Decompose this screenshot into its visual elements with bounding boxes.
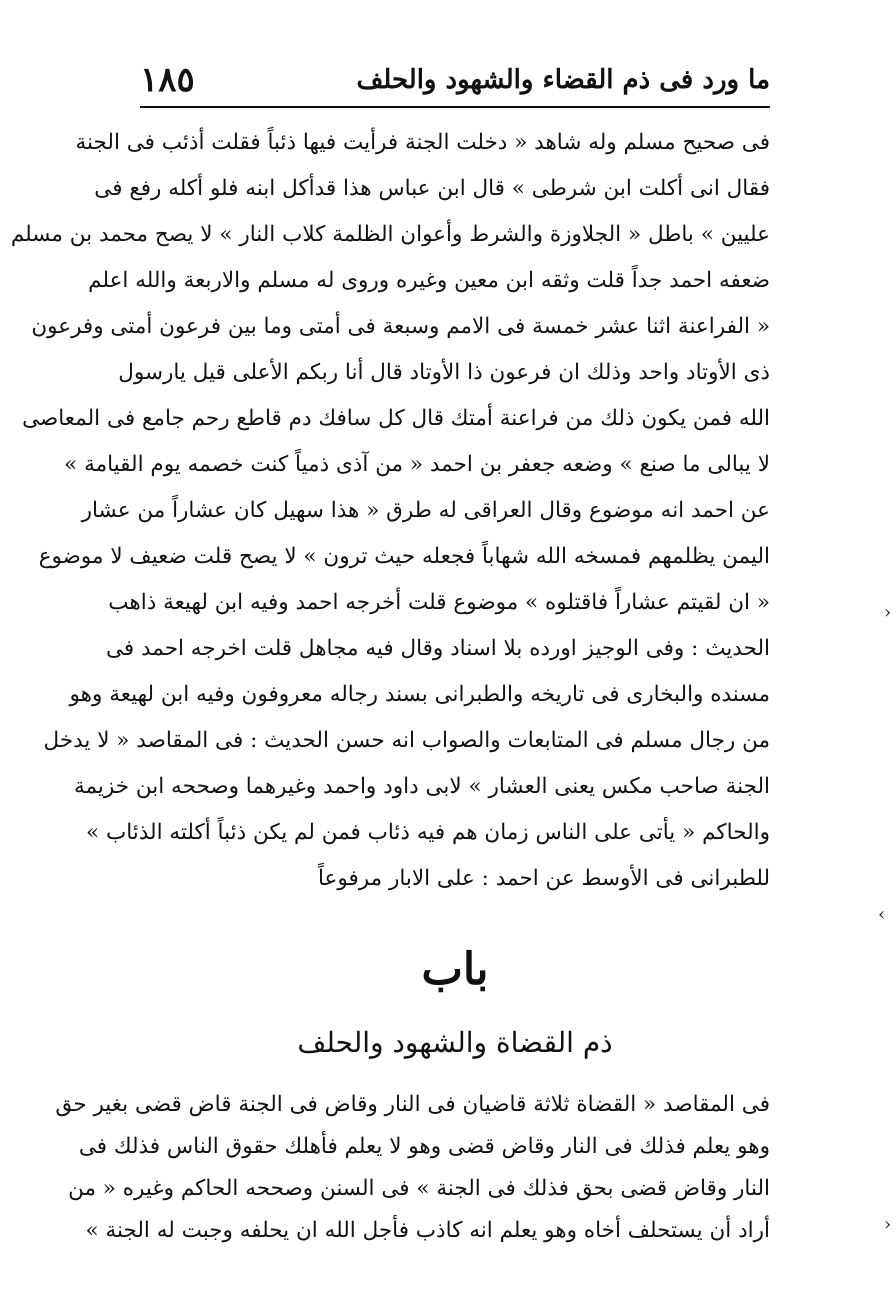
- text-line: عليين » باطل « الجلاوزة والشرط وأعوان الظلمة كلاب النار » لا يصح محمد بن مسلم: [10, 222, 770, 247]
- text-line: عن احمد انه موضوع وقال العراقى له طرق « هذا سهيل كان عشاراً من عشار: [81, 498, 770, 523]
- text-line: أراد أن يستحلف أخاه وهو يعلم انه كاذب فأجل الله ان يحلفه وجبت له الجنة »: [85, 1218, 770, 1243]
- text-line: لا يبالى ما صنع » وضعه جعفر بن احمد « من آذى ذمياً كنت خصمه يوم القيامة »: [64, 452, 770, 477]
- text-line: ضعفه احمد جداً قلت وثقه ابن معين وغيره وروى له مسلم والاربعة والله اعلم: [88, 268, 770, 293]
- page-number: ١٨٥: [140, 60, 195, 100]
- chapter-heading: باب: [421, 944, 489, 995]
- text-line: « الفراعنة اثنا عشر خمسة فى الامم وسبعة فى أمتى وما بين فرعون أمتى وفرعون: [31, 314, 770, 339]
- text-line: النار وقاض قضى بحق فذلك فى الجنة » فى السنن وصححه الحاكم وغيره « من: [68, 1176, 770, 1201]
- text-line: والحاكم « يأتى على الناس زمان هم فيه ذئاب فمن لم يكن ذئباً أكلته الذئاب »: [85, 820, 770, 845]
- text-line: الله فمن يكون ذلك من فراعنة أمتك قال كل سافك دم قاطع رحم جامع فى المعاصى: [22, 406, 770, 431]
- text-line: اليمن يظلمهم فمسخه الله شهاباً فجعله حيث ترون » لا يصح قلت ضعيف لا موضوع: [38, 544, 770, 569]
- page-header: [140, 52, 770, 100]
- margin-mark: ›: [884, 1214, 892, 1235]
- text-line: الحديث : وفى الوجيز اورده بلا اسناد وقال فيه مجاهل قلت اخرجه احمد فى: [105, 636, 770, 661]
- text-line: الجنة صاحب مكس يعنى العشار » لابى داود واحمد وغيرهما وصححه ابن خزيمة: [73, 774, 770, 799]
- section-1-text: [10, 120, 770, 902]
- chapter-subtitle: ذم القضاة والشهود والحلف: [297, 1026, 613, 1059]
- margin-mark: ‹: [878, 904, 886, 925]
- header-rule: [140, 106, 770, 108]
- section-2-text: [55, 1084, 770, 1252]
- text-line: من رجال مسلم فى المتابعات والصواب انه حسن الحديث : فى المقاصد « لا يدخل: [43, 728, 770, 753]
- text-line: « ان لقيتم عشاراً فاقتلوه » موضوع قلت أخرجه احمد وفيه ابن لهيعة ذاهب: [108, 590, 770, 615]
- text-line: فى المقاصد « القضاة ثلاثة قاضيان فى النار وقاض فى الجنة قاض قضى بغير حق: [55, 1092, 770, 1117]
- running-title: ما ورد فى ذم القضاء والشهود والحلف: [356, 65, 770, 95]
- text-line: ذى الأوتاد واحد وذلك ان فرعون ذا الأوتاد قال أنا ربكم الأعلى قيل يارسول: [118, 360, 770, 385]
- text-line: فى صحيح مسلم وله شاهد « دخلت الجنة فرأيت فيها ذئباً فقلت أذئب فى الجنة: [75, 130, 770, 155]
- text-line: فقال انى أكلت ابن شرطى » قال ابن عباس هذا قدأكل ابنه فلو أكله رفع فى: [94, 176, 770, 201]
- text-line: مسنده والبخارى فى تاريخه والطبرانى بسند رجاله معروفون وفيه ابن لهيعة وهو: [69, 682, 770, 707]
- margin-mark: ›: [884, 602, 892, 623]
- text-line: للطبرانى فى الأوسط عن احمد : على الابار مرفوعاً: [317, 866, 770, 891]
- text-line: وهو يعلم فذلك فى النار وقاض قضى وهو لا يعلم فأهلك حقوق الناس فذلك فى: [78, 1134, 770, 1159]
